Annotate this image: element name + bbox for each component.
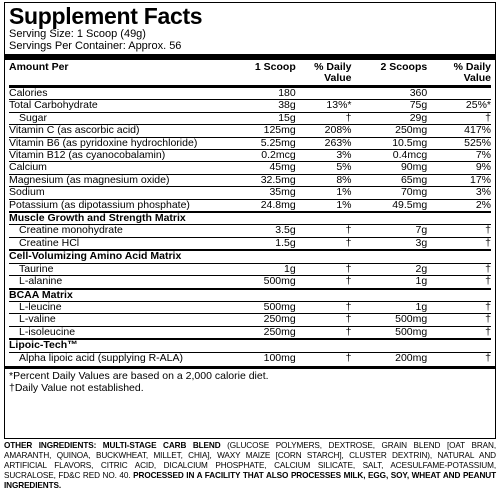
daily-value-1-scoop: †: [296, 352, 352, 364]
nutrient-name: Sodium: [9, 187, 236, 199]
daily-value-2-scoops: †: [427, 352, 491, 364]
daily-value-2-scoops: 417%: [427, 125, 491, 137]
amount-2-scoops: 70mg: [352, 187, 428, 199]
header-daily-value-2: % Daily Value: [427, 60, 491, 87]
nutrient-name: Calcium: [9, 162, 236, 174]
section-heading: BCAA Matrix: [9, 289, 491, 302]
nutrient-row: [9, 112, 491, 124]
amount-2-scoops: 3g: [352, 237, 428, 250]
nutrient-row: [9, 263, 491, 275]
daily-value-2-scoops: †: [427, 263, 491, 275]
amount-2-scoops: 200mg: [352, 352, 428, 364]
amount-1-scoop: 500mg: [236, 301, 296, 313]
daily-value-1-scoop: †: [296, 314, 352, 326]
header-daily-value-1: % Daily Value: [296, 60, 352, 87]
amount-1-scoop: 250mg: [236, 326, 296, 339]
nutrient-name: Sugar: [9, 112, 236, 124]
amount-1-scoop: 3.5g: [236, 225, 296, 237]
nutrient-row: [9, 150, 491, 162]
header-2-scoops: 2 Scoops: [352, 60, 428, 87]
nutrient-row: [9, 199, 491, 212]
nutrient-name: Magnesium (as magnesium oxide): [9, 174, 236, 186]
section-heading-row: [9, 289, 491, 302]
nutrient-row: [9, 100, 491, 112]
daily-value-2-scoops: 2%: [427, 199, 491, 212]
section-heading: Lipoic-Tech™: [9, 339, 491, 352]
daily-value-1-scoop: †: [296, 112, 352, 124]
nutrient-row: [9, 174, 491, 186]
nutrient-row: [9, 187, 491, 199]
amount-1-scoop: 15g: [236, 112, 296, 124]
daily-value-1-scoop: †: [296, 301, 352, 313]
footnotes: [5, 366, 495, 394]
table-header: [9, 60, 491, 87]
daily-value-2-scoops: [427, 87, 491, 100]
nutrient-row: [9, 352, 491, 364]
daily-value-2-scoops: 3%: [427, 187, 491, 199]
amount-1-scoop: 1g: [236, 263, 296, 275]
daily-value-2-scoops: †: [427, 112, 491, 124]
daily-value-2-scoops: †: [427, 225, 491, 237]
nutrient-row: [9, 162, 491, 174]
section-heading: Cell-Volumizing Amino Acid Matrix: [9, 250, 491, 263]
daily-value-1-scoop: 5%: [296, 162, 352, 174]
amount-2-scoops: 0.4mcg: [352, 150, 428, 162]
amount-1-scoop: 35mg: [236, 187, 296, 199]
section-heading-row: [9, 250, 491, 263]
nutrient-row: [9, 225, 491, 237]
nutrient-name: Creatine HCl: [9, 237, 236, 250]
daily-value-1-scoop: 263%: [296, 137, 352, 149]
amount-1-scoop: 32.5mg: [236, 174, 296, 186]
nutrient-row: [9, 87, 491, 100]
amount-2-scoops: 2g: [352, 263, 428, 275]
nutrient-name: L-valine: [9, 314, 236, 326]
amount-1-scoop: 1.5g: [236, 237, 296, 250]
amount-1-scoop: 5.25mg: [236, 137, 296, 149]
amount-1-scoop: 500mg: [236, 276, 296, 289]
nutrient-name: Total Carbohydrate: [9, 100, 236, 112]
daily-value-2-scoops: 525%: [427, 137, 491, 149]
section-heading: Muscle Growth and Strength Matrix: [9, 212, 491, 225]
nutrient-rows: [9, 87, 491, 364]
nutrient-name: L-alanine: [9, 276, 236, 289]
amount-2-scoops: 10.5mg: [352, 137, 428, 149]
servings-per-container: Servings Per Container: Approx. 56: [9, 40, 182, 52]
daily-value-2-scoops: 9%: [427, 162, 491, 174]
nutrient-row: [9, 125, 491, 137]
amount-2-scoops: 500mg: [352, 326, 428, 339]
amount-1-scoop: 24.8mg: [236, 199, 296, 212]
daily-value-2-scoops: 17%: [427, 174, 491, 186]
nutrient-row: [9, 137, 491, 149]
allergen-statement: PROCESSED IN A FACILITY THAT ALSO PROCESSES MILK, EGG, SOY, WHEAT AND PEANUT INGREDIENTS.: [4, 471, 497, 490]
nutrient-name: Vitamin B12 (as cyanocobalamin): [9, 150, 236, 162]
nutrient-name: Creatine monohydrate: [9, 225, 236, 237]
daily-value-1-scoop: 3%: [296, 150, 352, 162]
nutrient-name: Alpha lipoic acid (supplying R-ALA): [9, 352, 236, 364]
amount-2-scoops: 500mg: [352, 314, 428, 326]
daily-value-1-scoop: 1%: [296, 187, 352, 199]
nutrient-row: [9, 301, 491, 313]
daily-value-2-scoops: 7%: [427, 150, 491, 162]
amount-2-scoops: 1g: [352, 301, 428, 313]
amount-2-scoops: 1g: [352, 276, 428, 289]
daily-value-2-scoops: †: [427, 276, 491, 289]
amount-1-scoop: 180: [278, 87, 296, 99]
nutrient-row: [9, 326, 491, 339]
daily-value-2-scoops: †: [427, 326, 491, 339]
nutrient-name: Taurine: [9, 263, 236, 275]
amount-1-scoop: 250mg: [236, 314, 296, 326]
daily-value-1-scoop: 208%: [296, 125, 352, 137]
daily-value-1-scoop: 1%: [296, 199, 352, 212]
nutrient-row: [9, 314, 491, 326]
daily-value-1-scoop: [296, 87, 352, 100]
amount-2-scoops: 65mg: [352, 174, 428, 186]
daily-value-1-scoop: †: [296, 263, 352, 275]
amount-2-scoops: 90mg: [352, 162, 428, 174]
daily-value-1-scoop: †: [296, 237, 352, 250]
daily-value-1-scoop: 8%: [296, 174, 352, 186]
footnote-not-established: †Daily Value not established.: [9, 381, 144, 394]
nutrient-name: L-isoleucine: [9, 326, 236, 339]
nutrient-row: [9, 237, 491, 250]
amount-2-scoops: 29g: [352, 112, 428, 124]
daily-value-1-scoop: †: [296, 326, 352, 339]
section-heading-row: [9, 212, 491, 225]
section-heading-row: [9, 339, 491, 352]
header-amount-per: Amount Per: [9, 60, 236, 87]
nutrient-name: Potassium (as dipotassium phosphate): [9, 199, 236, 212]
daily-value-2-scoops: †: [427, 301, 491, 313]
serving-size: Serving Size: 1 Scoop (49g): [9, 28, 146, 40]
header-1-scoop: 1 Scoop: [236, 60, 296, 87]
daily-value-1-scoop: †: [296, 225, 352, 237]
amount-1-scoop: 125mg: [236, 125, 296, 137]
daily-value-2-scoops: †: [427, 314, 491, 326]
amount-1-scoop: 0.2mcg: [236, 150, 296, 162]
daily-value-2-scoops: †: [427, 237, 491, 250]
other-ingredients-label: OTHER INGREDIENTS: MULTI-STAGE CARB BLEND: [4, 441, 221, 450]
amount-1-scoop: 45mg: [236, 162, 296, 174]
amount-1-scoop: 100mg: [236, 352, 296, 364]
other-ingredients-text: (GLUCOSE POLYMERS, DEXTROSE, GRAIN BLEND [OAT BRAN, AMARANTH, QUINOA, BUCKWHEAT, MILLET, CHIA], WAXY MAIZE [CORN STARCH], CLUSTER DEXTRIN), NATURAL AND ARTIFICIAL FLAVORS, CITRIC ACID, DICALCIUM PHOSPHATE, CALCIUM SILICATE, SALT, ACESULFAME-POTASSIUM, SUCRALOSE, FD&C RED NO. 40.: [4, 441, 496, 480]
nutrient-name: Vitamin C (as ascorbic acid): [9, 125, 236, 137]
amount-2-scoops: 75g: [352, 100, 428, 112]
supplement-facts-panel: [4, 2, 496, 439]
nutrient-name: Vitamin B6 (as pyridoxine hydrochloride): [9, 137, 236, 149]
amount-2-scoops: 250mg: [352, 125, 428, 137]
nutrient-name: Calories: [9, 87, 48, 99]
amount-2-scoops: 360: [409, 87, 428, 99]
nutrient-row: [9, 276, 491, 289]
panel-title: Supplement Facts: [9, 3, 203, 29]
nutrient-table: [9, 60, 491, 364]
daily-value-2-scoops: 25%*: [427, 100, 491, 112]
other-ingredients: [4, 441, 496, 491]
daily-value-1-scoop: †: [296, 276, 352, 289]
amount-2-scoops: 49.5mg: [352, 199, 428, 212]
amount-2-scoops: 7g: [352, 225, 428, 237]
amount-1-scoop: 38g: [236, 100, 296, 112]
footnote-daily-values: *Percent Daily Values are based on a 2,000 calorie diet.: [9, 369, 269, 382]
daily-value-1-scoop: 13%*: [296, 100, 352, 112]
nutrient-name: L-leucine: [9, 301, 236, 313]
